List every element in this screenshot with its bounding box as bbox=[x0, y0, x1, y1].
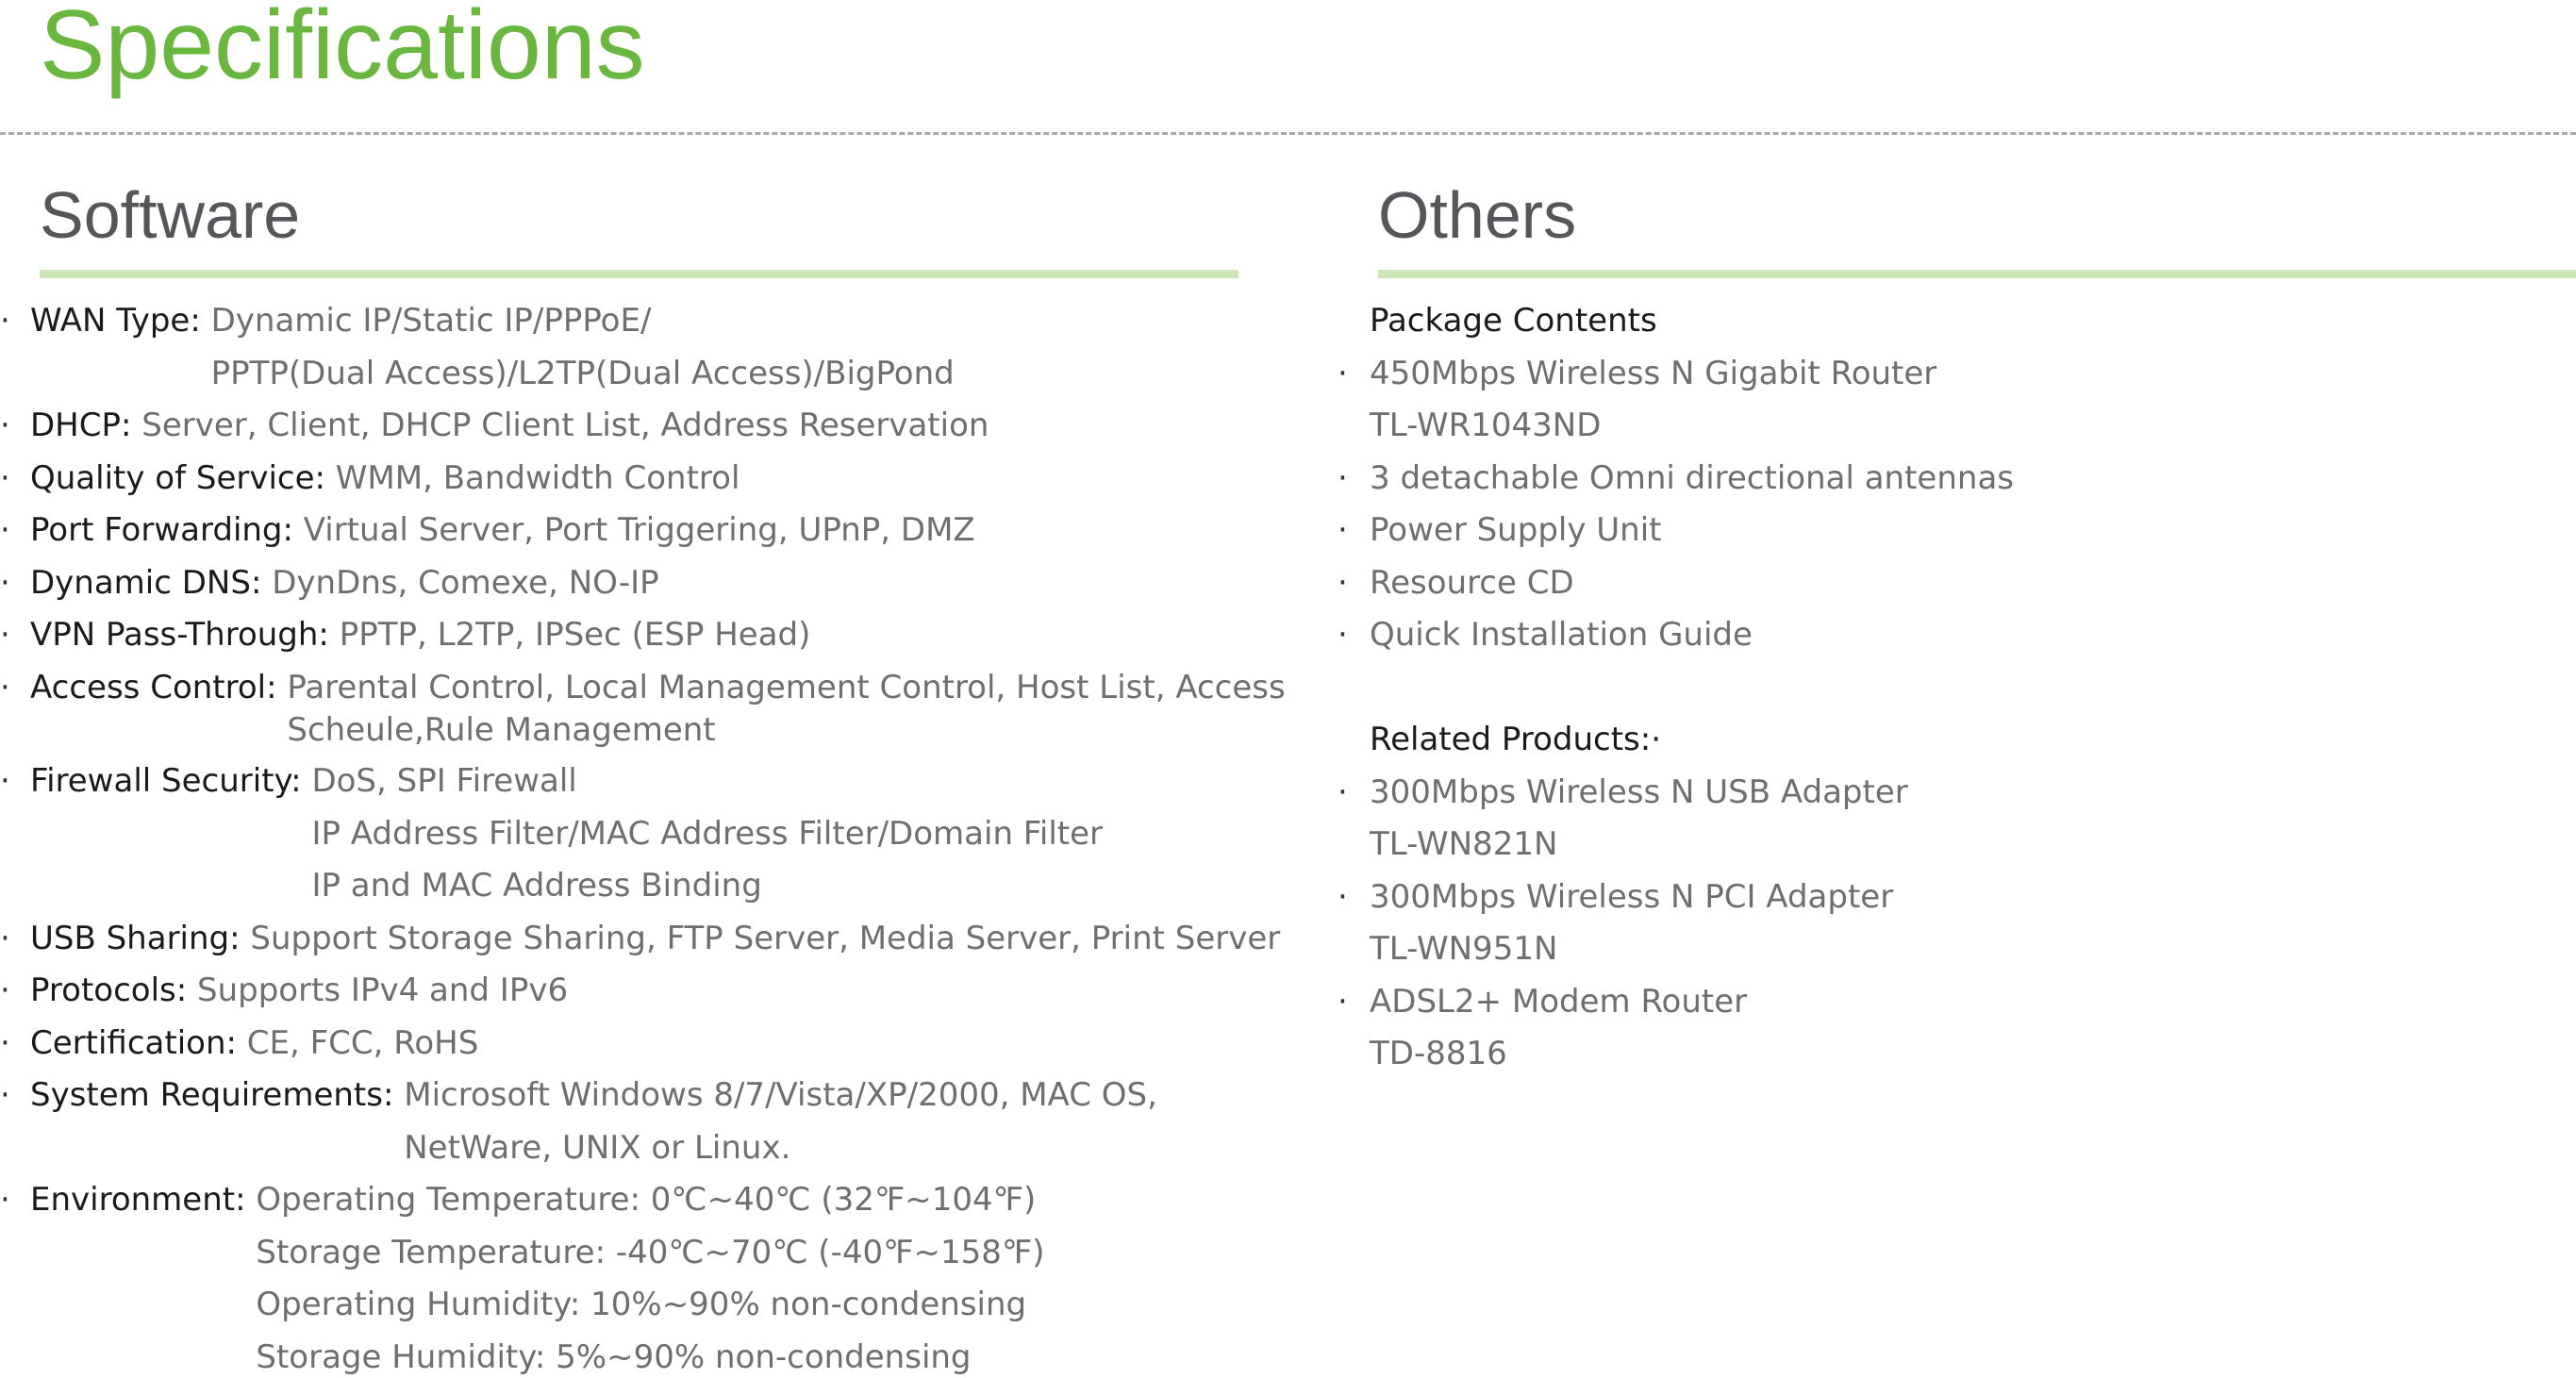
spec-value: Parental Control, Local Management Control, Host List, Access bbox=[287, 668, 1286, 706]
package-item-line: Power Supply Unit bbox=[1370, 511, 1662, 549]
spec-value: Dynamic IP/Static IP/PPPoE/ bbox=[210, 302, 652, 340]
bullet-dot: · bbox=[1338, 511, 1348, 549]
related-product-line: TL-WN821N bbox=[1370, 825, 1558, 863]
package-item-line: TL-WR1043ND bbox=[1370, 407, 1602, 444]
bullet-dot: · bbox=[0, 762, 10, 801]
bullet-dot: · bbox=[0, 302, 10, 340]
bullet-dot: · bbox=[1338, 354, 1348, 392]
spec-key: USB Sharing: bbox=[30, 919, 251, 957]
bullet-dot: · bbox=[1338, 982, 1348, 1021]
software-heading: Software bbox=[40, 178, 301, 252]
bullet-dot: · bbox=[1338, 458, 1348, 497]
spec-value: Supports IPv4 and IPv6 bbox=[197, 971, 569, 1010]
others-heading-bar bbox=[1378, 270, 2576, 278]
spec-value-continued: Storage Temperature: -40℃~70℃ (-40℉~158℉) bbox=[256, 1233, 1045, 1271]
spec-key: System Requirements: bbox=[30, 1076, 405, 1115]
spec-row bbox=[30, 760, 577, 802]
spec-value: PPTP, L2TP, IPSec (ESP Head) bbox=[339, 616, 811, 654]
spec-key: Dynamic DNS: bbox=[30, 563, 273, 602]
spec-row bbox=[30, 918, 1280, 959]
spec-row bbox=[30, 1022, 478, 1064]
bullet-dot: · bbox=[0, 971, 10, 1010]
spec-value-continued: NetWare, UNIX or Linux. bbox=[404, 1128, 791, 1167]
related-product-line: ADSL2+ Modem Router bbox=[1370, 982, 1748, 1021]
spec-value: Support Storage Sharing, FTP Server, Media Server, Print Server bbox=[250, 919, 1281, 957]
spec-row bbox=[30, 509, 975, 551]
package-item-line: Resource CD bbox=[1370, 563, 1574, 602]
spec-value-continued: Scheule,Rule Management bbox=[287, 710, 716, 749]
spec-value: CE, FCC, RoHS bbox=[246, 1023, 479, 1062]
spec-row bbox=[30, 970, 568, 1011]
related-product-line: TD-8816 bbox=[1370, 1035, 1507, 1072]
spec-key: VPN Pass-Through: bbox=[30, 616, 340, 654]
spec-row bbox=[30, 300, 651, 341]
bullet-dot: · bbox=[0, 668, 10, 706]
spec-value-continued: Storage Humidity: 5%~90% non-condensing bbox=[256, 1337, 972, 1376]
related-product-line: 300Mbps Wireless N USB Adapter bbox=[1370, 772, 1908, 811]
spec-key: Protocols: bbox=[30, 971, 197, 1010]
bullet-dot: · bbox=[0, 511, 10, 549]
package-item-line: 3 detachable Omni directional antennas bbox=[1370, 458, 2014, 497]
spec-value: Microsoft Windows 8/7/Vista/XP/2000, MAC OS, bbox=[404, 1076, 1157, 1115]
others-heading: Others bbox=[1378, 178, 1577, 252]
bullet-dot: · bbox=[0, 616, 10, 654]
spec-row bbox=[30, 562, 659, 604]
spec-value-continued: IP and MAC Address Binding bbox=[311, 867, 762, 905]
dashed-divider bbox=[0, 132, 2576, 135]
spec-key: Access Control: bbox=[30, 668, 288, 706]
spec-key: WAN Type: bbox=[30, 302, 211, 340]
spec-value: Server, Client, DHCP Client List, Address Reservation bbox=[141, 407, 989, 444]
bullet-dot: · bbox=[0, 458, 10, 497]
bullet-dot: · bbox=[0, 1023, 10, 1062]
bullet-dot: · bbox=[1338, 563, 1348, 602]
spec-value-continued: IP Address Filter/MAC Address Filter/Domain Filter bbox=[311, 814, 1103, 853]
bullet-dot: · bbox=[0, 563, 10, 602]
related-product-line: TL-WN951N bbox=[1370, 930, 1558, 968]
spec-key: Firewall Security: bbox=[30, 762, 312, 801]
spec-row bbox=[30, 1179, 1036, 1220]
related-products-heading: Related Products:· bbox=[1370, 721, 1662, 758]
bullet-dot: · bbox=[1338, 616, 1348, 654]
bullet-dot: · bbox=[1338, 877, 1348, 916]
package-item-line: 450Mbps Wireless N Gigabit Router bbox=[1370, 354, 1937, 392]
spec-key: Certification: bbox=[30, 1023, 247, 1062]
bullet-dot: · bbox=[0, 1181, 10, 1220]
spec-key: Quality of Service: bbox=[30, 458, 336, 497]
spec-row bbox=[30, 1074, 1157, 1116]
spec-value-continued: Operating Humidity: 10%~90% non-condensing bbox=[256, 1286, 1027, 1324]
spec-value: Operating Temperature: 0℃~40℃ (32℉~104℉) bbox=[256, 1181, 1037, 1220]
page-title: Specifications bbox=[40, 0, 645, 100]
spec-key: DHCP: bbox=[30, 407, 142, 444]
spec-value: WMM, Bandwidth Control bbox=[335, 458, 740, 497]
spec-value: DynDns, Comexe, NO-IP bbox=[272, 563, 659, 602]
bullet-dot: · bbox=[0, 407, 10, 444]
spec-value: DoS, SPI Firewall bbox=[311, 762, 577, 801]
spec-key: Environment: bbox=[30, 1181, 257, 1220]
spec-row bbox=[30, 457, 740, 499]
package-contents-heading: Package Contents bbox=[1370, 302, 1657, 340]
related-product-line: 300Mbps Wireless N PCI Adapter bbox=[1370, 877, 1894, 916]
bullet-dot: · bbox=[1338, 772, 1348, 811]
bullet-dot: · bbox=[0, 919, 10, 957]
software-heading-bar bbox=[40, 270, 1238, 278]
bullet-dot: · bbox=[0, 1076, 10, 1115]
spec-value: Virtual Server, Port Triggering, UPnP, DMZ bbox=[303, 511, 975, 549]
spec-value-continued: PPTP(Dual Access)/L2TP(Dual Access)/BigPond bbox=[210, 354, 955, 392]
spec-row bbox=[30, 614, 810, 656]
spec-row bbox=[30, 667, 1286, 708]
spec-key: Port Forwarding: bbox=[30, 511, 304, 549]
spec-row bbox=[30, 405, 989, 446]
package-item-line: Quick Installation Guide bbox=[1370, 616, 1753, 654]
